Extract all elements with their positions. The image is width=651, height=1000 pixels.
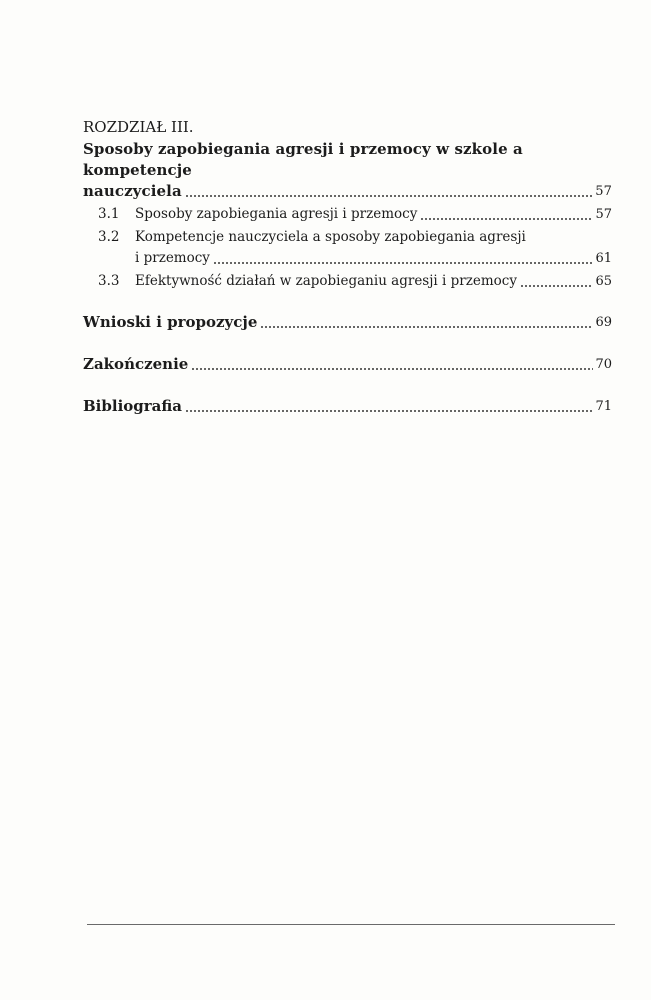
- page-number: 71: [595, 399, 612, 414]
- entry-title: Wnioski i propozycje: [83, 313, 258, 331]
- toc-entry: [83, 354, 612, 375]
- page-number: 69: [595, 315, 612, 330]
- dot-leader: [260, 326, 593, 328]
- section-number: 3.2: [98, 229, 120, 245]
- entry-title: Zakończenie: [83, 355, 189, 373]
- chapter-title-row: [83, 181, 612, 202]
- table-of-contents: [83, 117, 612, 417]
- page-number: 70: [595, 357, 612, 372]
- dot-leader: [213, 262, 594, 264]
- dot-leader: [185, 410, 593, 412]
- chapter-label: ROZDZIAŁ III.: [83, 118, 194, 136]
- page-number: 61: [595, 251, 612, 266]
- page-number: 57: [595, 207, 612, 222]
- page-number: 57: [595, 184, 612, 199]
- entry-title: Bibliografia: [83, 397, 183, 415]
- toc-section-row: [83, 204, 612, 225]
- dot-leader: [191, 368, 593, 370]
- section-title-line1: Kompetencje nauczyciela a sposoby zapobiegania agresji: [135, 229, 526, 245]
- section-title: Efektywność działań w zapobieganiu agresji i przemocy: [135, 273, 517, 289]
- dot-leader: [520, 285, 593, 287]
- section-title: Sposoby zapobiegania agresji i przemocy: [135, 206, 418, 222]
- section-number: 3.3: [98, 273, 120, 289]
- footer-rule: [87, 924, 615, 925]
- chapter-title-line1: Sposoby zapobiegania agresji i przemocy w szkole a kompetencje: [83, 140, 523, 179]
- section-title-line2: i przemocy: [135, 250, 210, 266]
- toc-section-row-continued: [83, 248, 612, 269]
- toc-section-row: [83, 271, 612, 292]
- toc-section-row: [83, 227, 612, 248]
- toc-entry: [83, 396, 612, 417]
- dot-leader: [420, 218, 593, 220]
- chapter-title-line2: nauczyciela: [83, 182, 182, 200]
- dot-leader: [185, 195, 593, 197]
- section-number: 3.1: [98, 206, 120, 222]
- page-number: 65: [595, 274, 612, 289]
- toc-entry: [83, 312, 612, 333]
